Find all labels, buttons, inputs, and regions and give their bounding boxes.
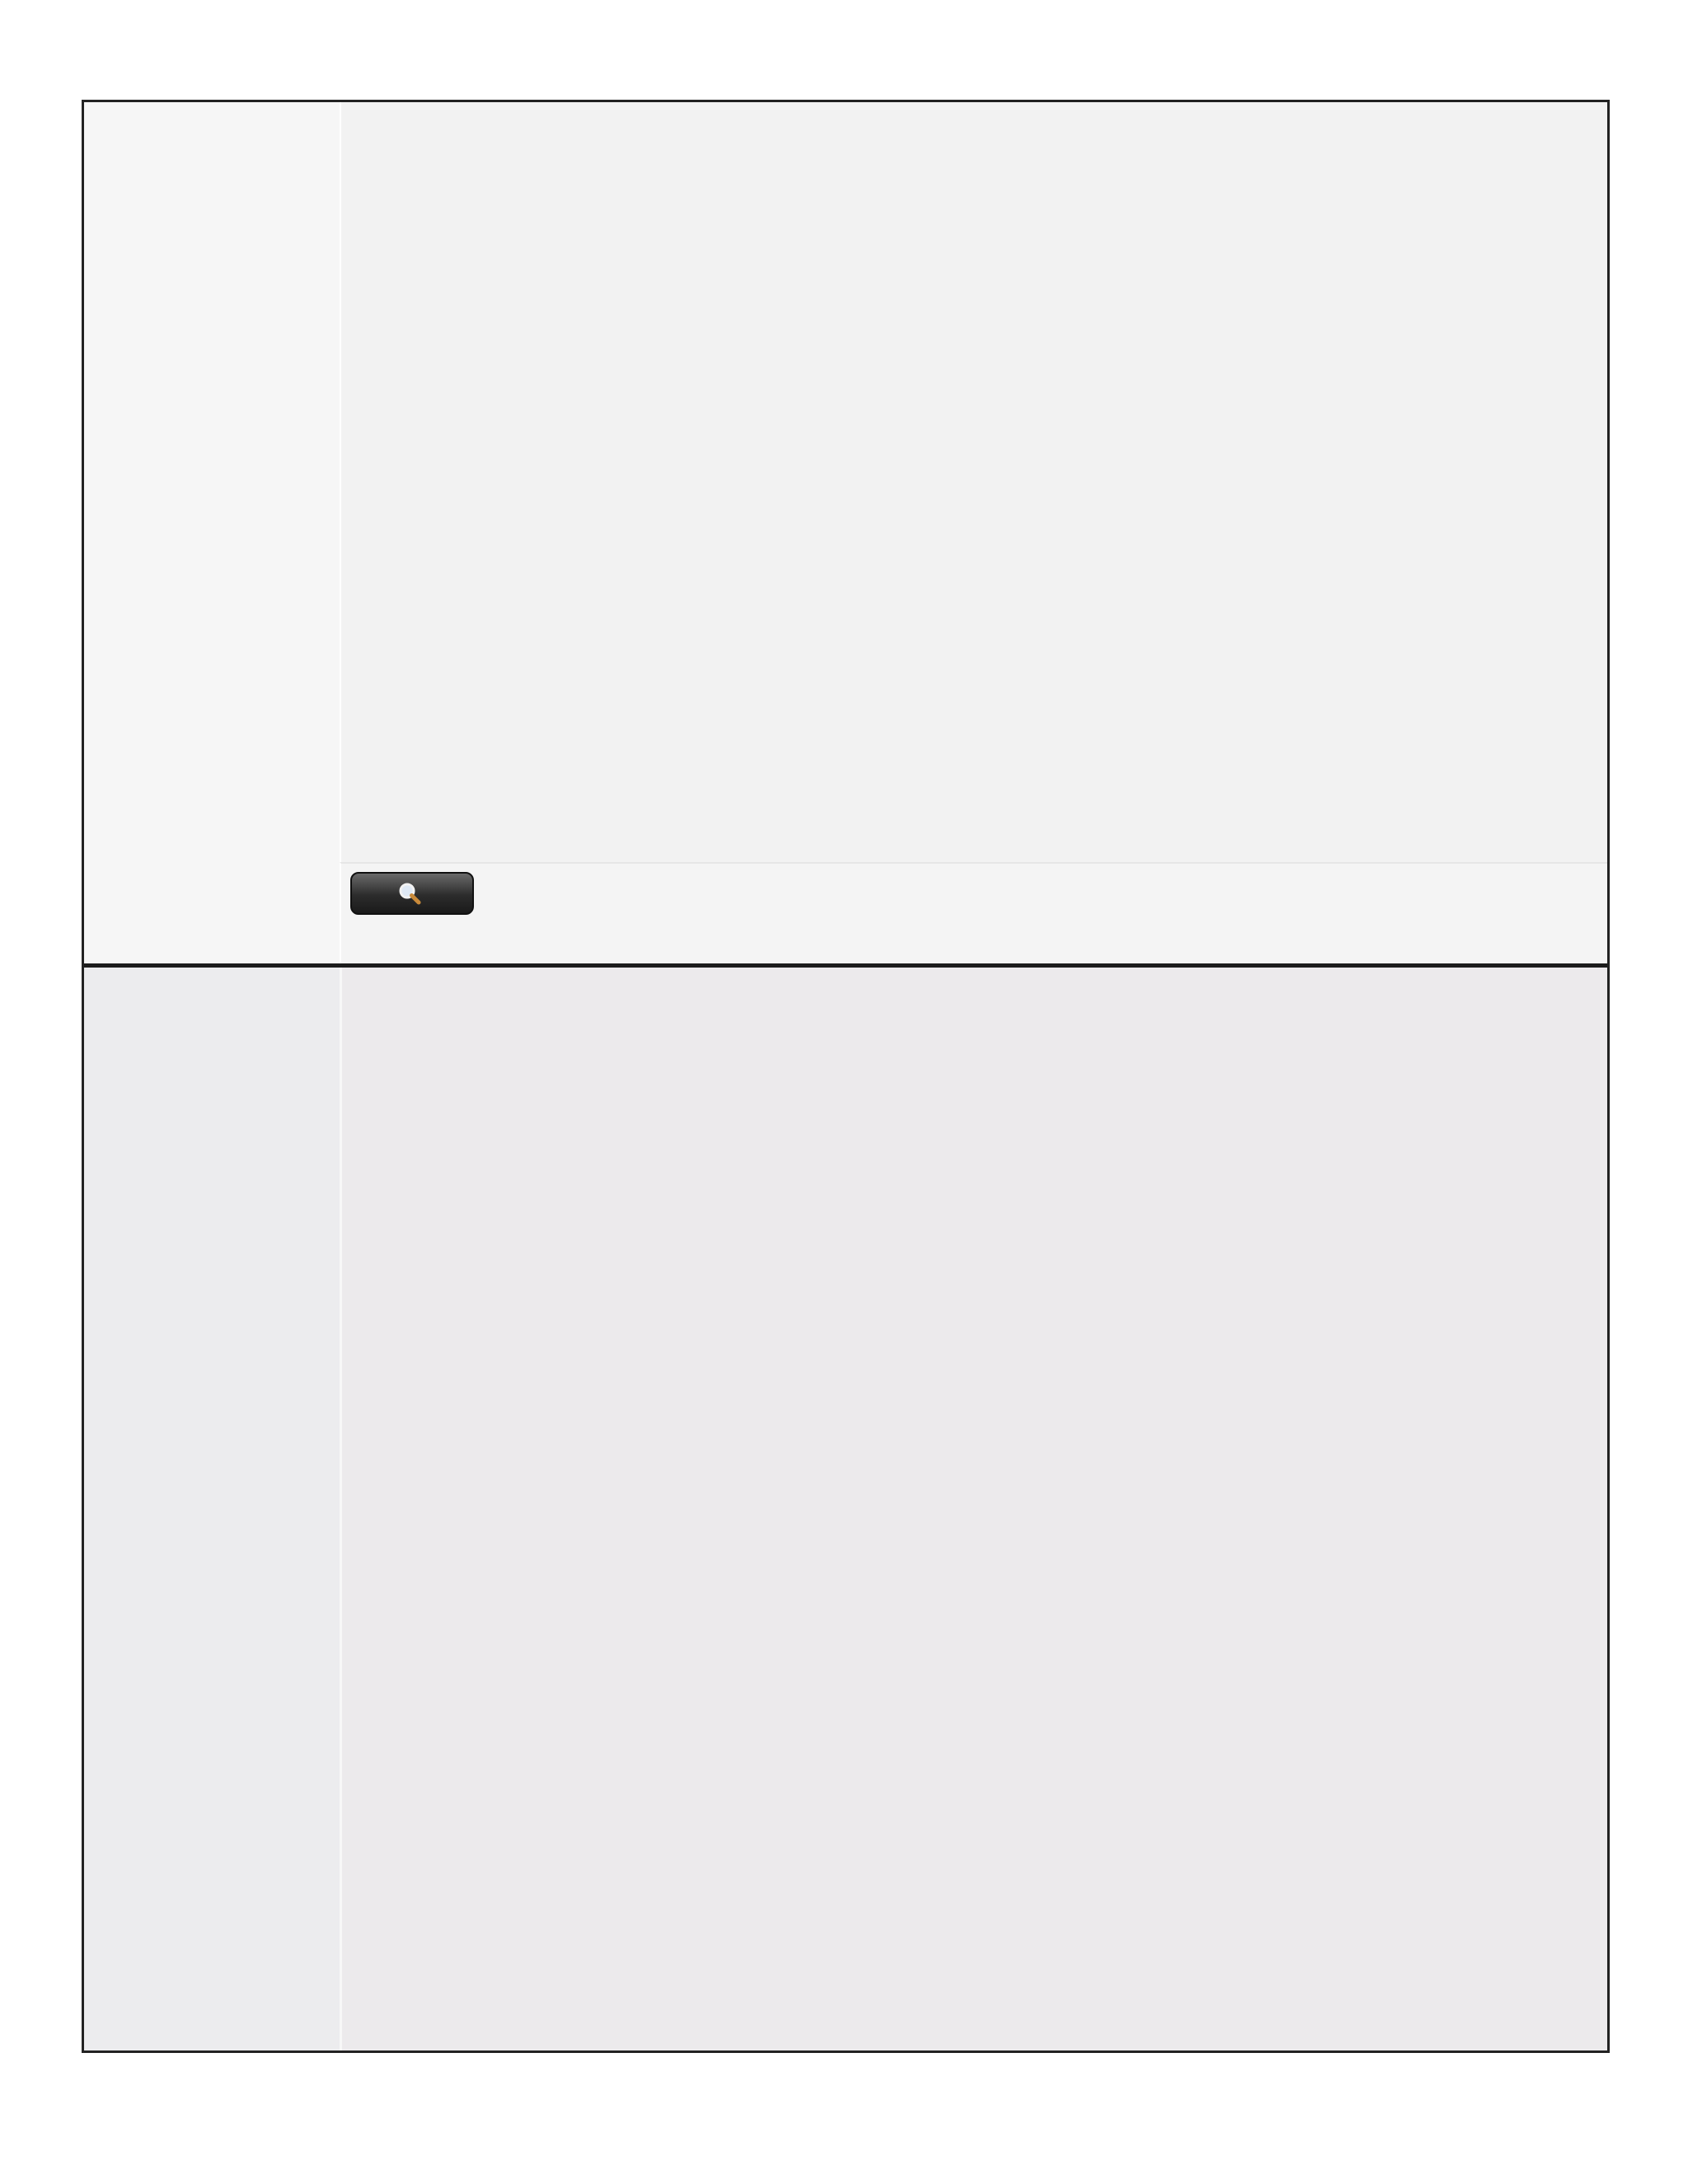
post-bottom-body-cell (340, 968, 1607, 2050)
post-top-body-cell (340, 102, 1607, 862)
post-bottom-author-column (84, 968, 340, 2050)
post-top-actions-cell (340, 862, 1607, 965)
forum-thread-table (82, 100, 1610, 2053)
post-top-author-column (84, 102, 340, 963)
magnifier-icon (397, 881, 422, 906)
find-button[interactable] (350, 872, 474, 915)
